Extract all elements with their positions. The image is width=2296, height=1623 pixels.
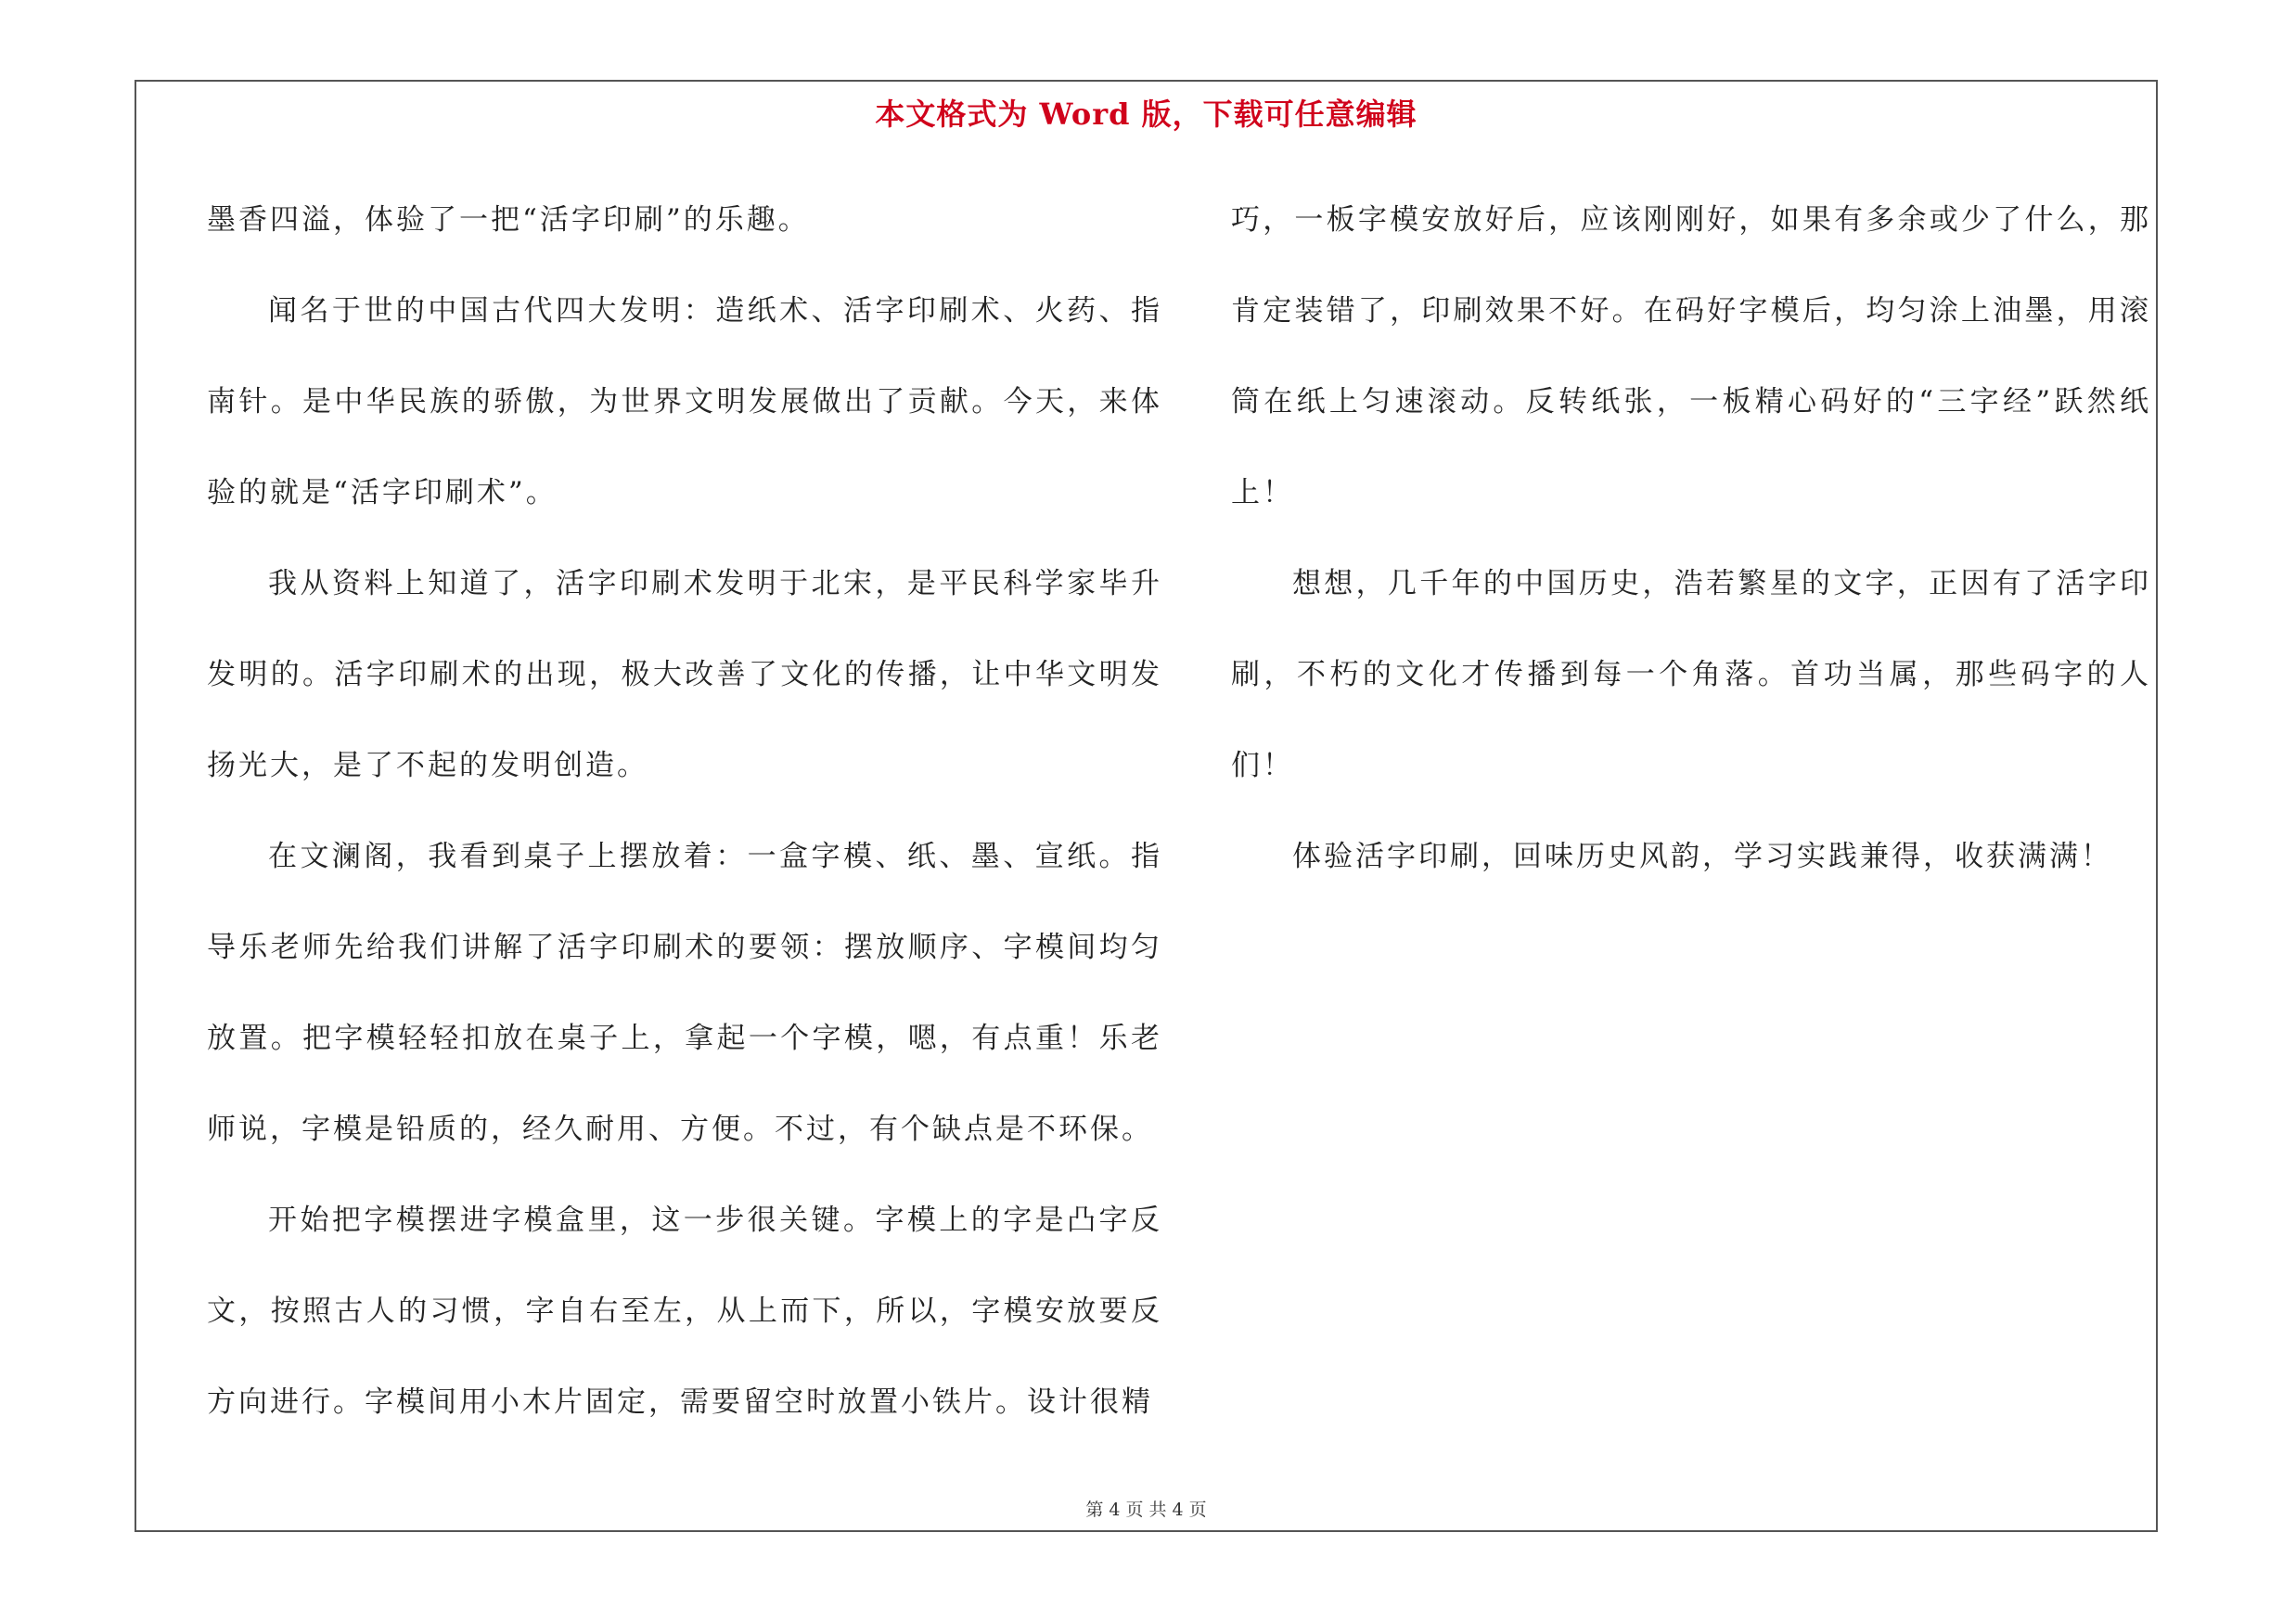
- document-page: [135, 80, 2158, 1532]
- paragraph: 墨香四溢，体验了一把“活字印刷”的乐趣。: [207, 203, 810, 237]
- paragraph: 闻名于世的中国古代四大发明：造纸术、活字印刷术、火药、指南针。是中华民族的骄傲，为世界文明发展做出了贡献。今天，来体验的就是“活字印刷术”。: [207, 294, 1162, 509]
- word-format-banner: 本文格式为 Word 版，下载可任意编辑: [875, 97, 1417, 132]
- right-column: [1231, 174, 2151, 902]
- paragraph: 开始把字模摆进字模盒里，这一步很关键。字模上的字是凸字反文，按照古人的习惯，字自右至左，从上而下，所以，字模安放要反方向进行。字模间用小木片固定，需要留空时放置小铁片。设计很精: [207, 1204, 1162, 1419]
- page-number-footer: 第 4 页 共 4 页: [1085, 1500, 1207, 1520]
- paragraph: 想想，几千年的中国历史，浩若繁星的文字，正因有了活字印刷，不朽的文化才传播到每一个角落。首功当属，那些码字的人们！: [1231, 567, 2151, 782]
- left-column: [207, 174, 1162, 1448]
- paragraph: 在文澜阁，我看到桌子上摆放着：一盒字模、纸、墨、宣纸。指导乐老师先给我们讲解了活字印刷术的要领：摆放顺序、字模间均匀放置。把字模轻轻扣放在桌子上，拿起一个字模，嗯，有点重！乐老师说，字模是铅质的，经久耐用、方便。不过，有个缺点是不环保。: [207, 840, 1162, 1146]
- paragraph: 体验活字印刷，回味历史风韵，学习实践兼得，收获满满！: [1292, 840, 2112, 873]
- paragraph: 我从资料上知道了，活字印刷术发明于北宋，是平民科学家毕升发明的。活字印刷术的出现，极大改善了文化的传播，让中华文明发扬光大，是了不起的发明创造。: [207, 567, 1162, 782]
- paragraph: 巧，一板字模安放好后，应该刚刚好，如果有多余或少了什么，那肯定装错了，印刷效果不好。在码好字模后，均匀涂上油墨，用滚筒在纸上匀速滚动。反转纸张，一板精心码好的“三字经”跃然纸上！: [1231, 203, 2151, 509]
